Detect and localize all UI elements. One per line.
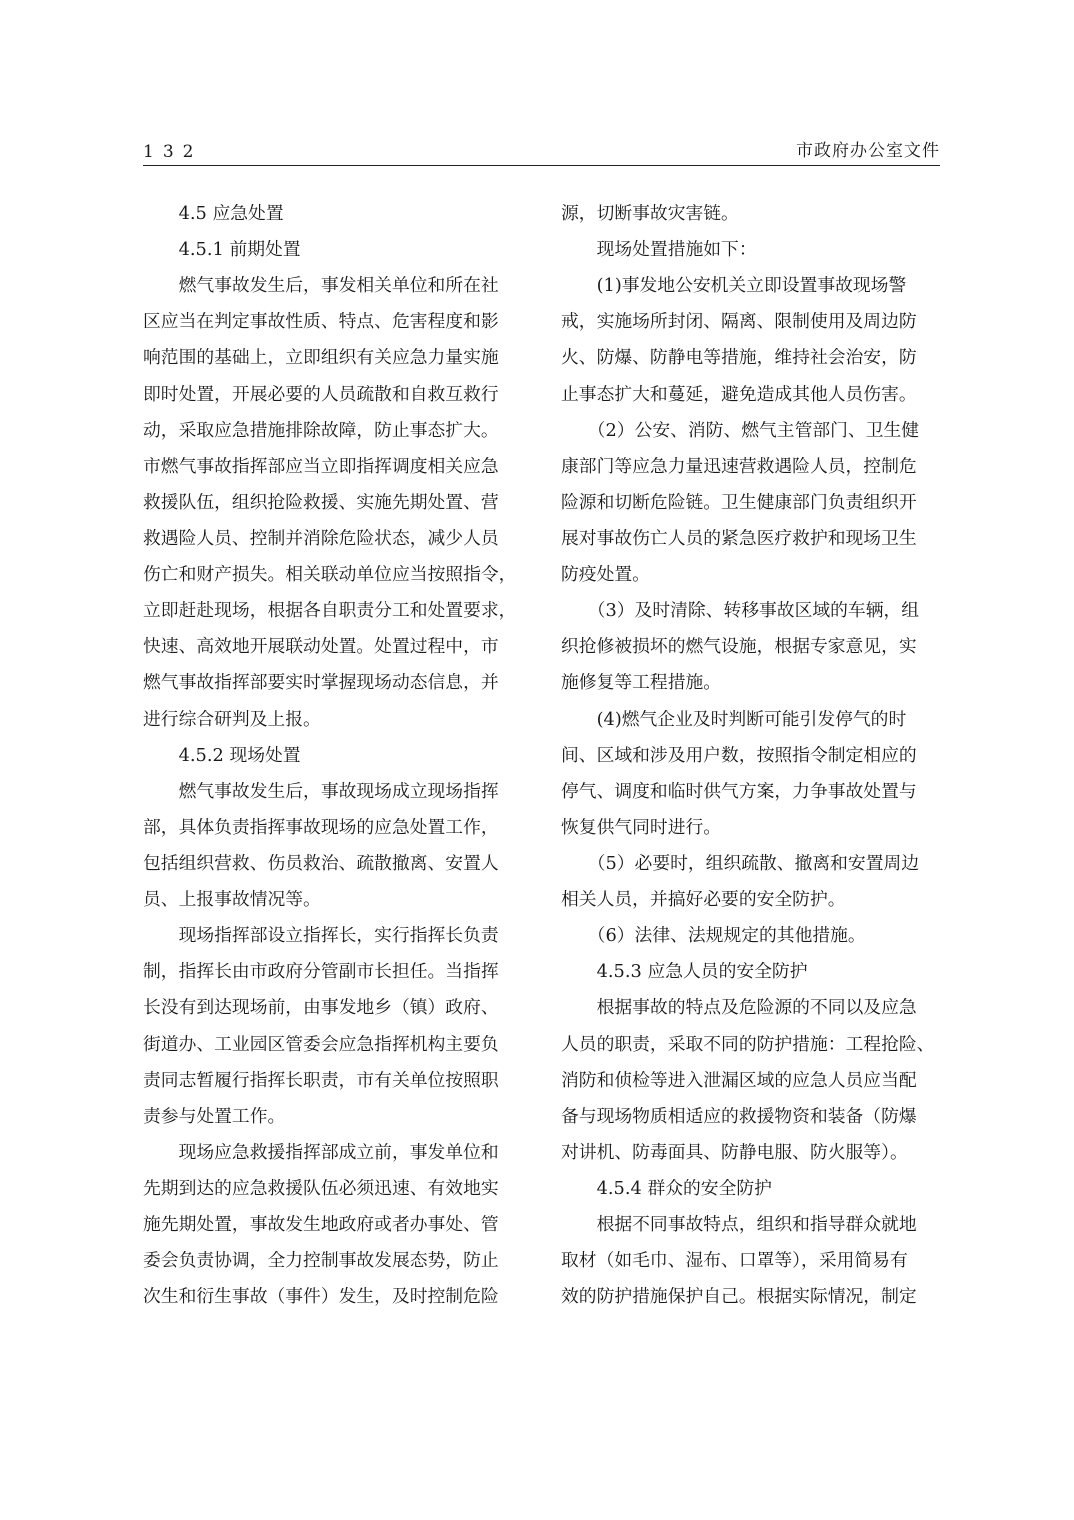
text-line: 止事态扩大和蔓延，避免造成其他人员伤害。 [561, 383, 917, 405]
text-line: 防疫处置。 [561, 564, 650, 586]
text-line: 恢复供气同时进行。 [561, 816, 722, 838]
text-line: （6）法律、法规规定的其他措施。 [561, 925, 866, 947]
text-line: 区应当在判定事故性质、特点、危害程度和影 [143, 311, 499, 333]
text-line: 现场处置措施如下： [561, 239, 757, 261]
text-line: 备与现场物质相适应的救援物资和装备（防爆 [561, 1105, 917, 1127]
text-line: 4.5.1 前期处置 [143, 239, 301, 261]
text-line: 伤亡和财产损失。相关联动单位应当按照指令， [143, 564, 517, 586]
text-line: 快速、高效地开展联动处置。处置过程中，市 [143, 636, 499, 658]
text-line: 包括组织营救、伤员救治、疏散撤离、安置人 [143, 852, 499, 874]
text-line: 火、防爆、防静电等措施，维持社会治安，防 [561, 347, 917, 369]
text-line: 制，指挥长由市政府分管副市长担任。当指挥 [143, 961, 499, 983]
header-title: 市政府办公室文件 [796, 141, 940, 161]
text-line: 先期到达的应急救援队伍必须迅速、有效地实 [143, 1177, 499, 1199]
text-line: 展对事故伤亡人员的紧急医疗救护和现场卫生 [561, 527, 917, 549]
text-line: 根据事故的特点及危险源的不同以及应急 [561, 997, 917, 1019]
text-line: 动，采取应急措施排除故障，防止事态扩大。 [143, 419, 499, 441]
text-line: （5）必要时，组织疏散、撤离和安置周边 [561, 852, 920, 874]
text-line: 取材（如毛巾、湿布、口罩等），采用简易有 [561, 1250, 908, 1272]
text-line: 险源和切断危险链。卫生健康部门负责组织开 [561, 491, 917, 513]
page-number: 132 [143, 142, 203, 162]
text-line: 现场应急救援指挥部成立前，事发单位和 [143, 1141, 499, 1163]
text-line: （2）公安、消防、燃气主管部门、卫生健 [561, 419, 920, 441]
text-line: （3）及时清除、转移事故区域的车辆，组 [561, 600, 920, 622]
text-line: 4.5.2 现场处置 [143, 744, 301, 766]
text-line: 长没有到达现场前，由事发地乡（镇）政府、 [143, 997, 499, 1019]
text-line: 4.5.4 群众的安全防护 [561, 1177, 772, 1199]
text-line: 康部门等应急力量迅速营救遇险人员，控制危 [561, 455, 917, 477]
text-line: 4.5 应急处置 [143, 203, 284, 224]
text-line: 燃气事故指挥部要实时掌握现场动态信息，并 [143, 672, 499, 694]
text-line: 燃气事故发生后，事发相关单位和所在社 [143, 275, 499, 297]
text-line: 织抢修被损坏的燃气设施，根据专家意见，实 [561, 636, 917, 658]
right-column [561, 196, 941, 1315]
text-line: 员、上报事故情况等。 [143, 889, 321, 911]
text-line: 现场指挥部设立指挥长，实行指挥长负责 [143, 925, 499, 947]
header-divider [143, 165, 940, 166]
text-line: 停气、调度和临时供气方案，力争事故处置与 [561, 780, 917, 802]
text-line: 进行综合研判及上报。 [143, 708, 321, 730]
text-line: 燃气事故发生后，事故现场成立现场指挥 [143, 780, 499, 802]
text-line: 效的防护措施保护自己。根据实际情况，制定 [561, 1286, 917, 1308]
text-line: 根据不同事故特点，组织和指导群众就地 [561, 1214, 917, 1236]
text-line: (4)燃气企业及时判断可能引发停气的时 [561, 708, 907, 730]
text-line: 街道办、工业园区管委会应急指挥机构主要负 [143, 1033, 499, 1055]
text-line: 委会负责协调，全力控制事故发展态势，防止 [143, 1250, 499, 1272]
text-line: 救援队伍，组织抢险救援、实施先期处置、营 [143, 491, 499, 513]
text-line: 立即赶赴现场，根据各自职责分工和处置要求， [143, 600, 517, 622]
text-line: (1)事发地公安机关立即设置事故现场警 [561, 275, 907, 297]
left-column [143, 196, 523, 1315]
text-line: 次生和衍生事故（事件）发生，及时控制危险 [143, 1286, 499, 1308]
text-line: 市燃气事故指挥部应当立即指挥调度相关应急 [143, 455, 499, 477]
text-line: 响范围的基础上，立即组织有关应急力量实施 [143, 347, 499, 369]
text-line: 责同志暂履行指挥长职责，市有关单位按照职 [143, 1069, 499, 1091]
text-line: 人员的职责，采取不同的防护措施：工程抢险、 [561, 1033, 935, 1055]
text-line: 救遇险人员、控制并消除危险状态，减少人员 [143, 527, 499, 549]
text-line: 间、区域和涉及用户数，按照指令制定相应的 [561, 744, 917, 766]
text-line: 即时处置，开展必要的人员疏散和自救互救行 [143, 383, 499, 405]
text-line: 消防和侦检等进入泄漏区域的应急人员应当配 [561, 1069, 917, 1091]
text-line: 4.5.3 应急人员的安全防护 [561, 961, 808, 983]
text-line: 相关人员，并搞好必要的安全防护。 [561, 889, 846, 911]
text-line: 施先期处置，事故发生地政府或者办事处、管 [143, 1214, 499, 1236]
text-line: 源，切断事故灾害链。 [561, 203, 739, 224]
text-line: 责参与处置工作。 [143, 1105, 286, 1127]
text-line: 戒，实施场所封闭、隔离、限制使用及周边防 [561, 311, 917, 333]
text-line: 部，具体负责指挥事故现场的应急处置工作， [143, 816, 499, 838]
text-line: 施修复等工程措施。 [561, 672, 722, 694]
text-line: 对讲机、防毒面具、防静电服、防火服等）。 [561, 1141, 908, 1163]
